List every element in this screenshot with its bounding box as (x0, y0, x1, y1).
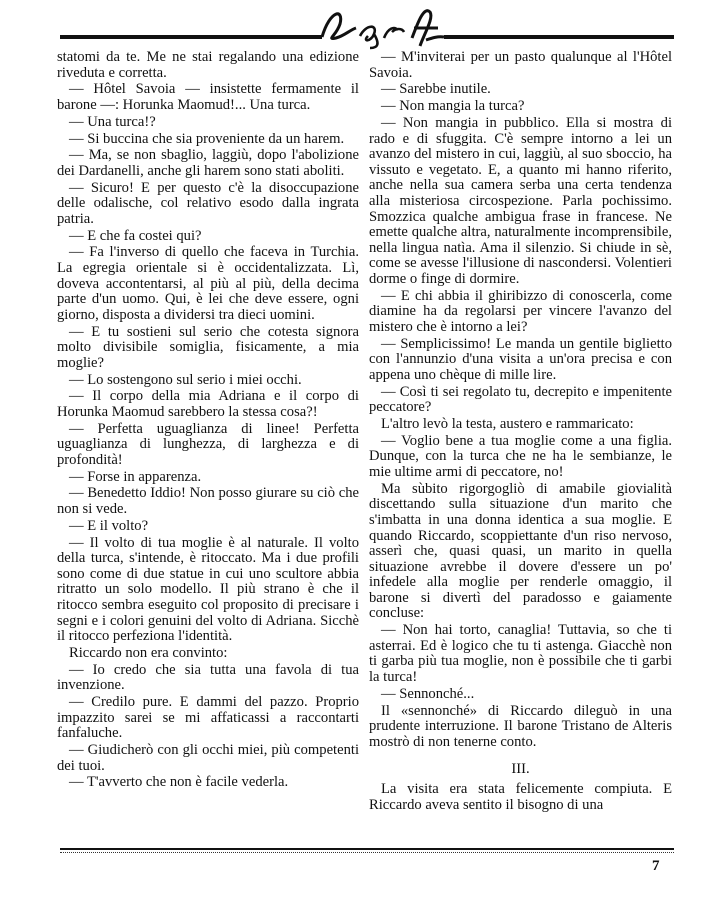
paragraph: — Fa l'inverso di quello che faceva in Turchia. La egregia orientale si è occidentalizzata. Lì, doveva accontentarsi, al più al più, della decima parte d'un uomo. Qui, è lei che deve essere, ogni giorno, disposta a dividersi tra dieci uomini. (57, 244, 359, 323)
paragraph: — Ma, se non sbaglio, laggiù, dopo l'abolizione dei Dardanelli, anche gli harem sono stati aboliti. (57, 147, 359, 179)
page-number: 7 (652, 858, 660, 874)
paragraph: — Non mangia in pubblico. Ella si mostra di rado e di sfuggita. C'è sempre intorno a lei un avanzo del mistero in cui, laggiù, al suo sboccio, ha vissuto e vegetato. E, a quanto mi hanno riferito, anche nella sua camera serba una certa tendenza alla misteriosa circospezione. Parla pochissimo. Smozzica qualche ambigua frase in francese. Ne emette qualche altra, naturalmente incomprensibile, nella lingua natìa. Ama il silenzio. Si chiude in sè, come se avesse l'illusione di nascondersi. Volentieri dorme o finge di dormire. (369, 114, 672, 287)
paragraph: — E il volto? (69, 517, 149, 534)
paragraph: — Così ti sei regolato tu, decrepito e impenitente peccatore? (369, 383, 672, 416)
paragraph: — E chi abbia il ghiribizzo di conoscerla, come diamine ha da regolarsi per vincere l'avanzo del mistero che è intorno a lei? (369, 287, 672, 335)
masthead-logo-icon (0, 0, 704, 50)
paragraph: Ma sùbito rigorgogliò di amabile giovialità discettando sulla situazione d'un marito che s'imbatta in una donna identica a sua moglie. E quando Riccardo, scoppiettante d'un riso nervoso, asserì che, quasi quasi, un marito in quella situazione avrebbe il dovere d'essere un po' infedele alla moglie per renderle omaggio, il barone si divertì del paradosso e gaiamente concluse: (369, 480, 672, 622)
paragraph: — Voglio bene a tua moglie come a una figlia. Dunque, con la turca che ne ha le sembianze, le mie ultime armi di peccatore, no! (369, 432, 672, 480)
left-column (57, 50, 359, 792)
paragraph: — Forse in apparenza. (69, 468, 202, 485)
paragraph: — Non mangia la turca? (381, 98, 525, 115)
right-column (369, 50, 672, 814)
paragraph: — Perfetta uguaglianza di linee! Perfetta uguaglianza di lunghezza, di larghezza e di profondità! (57, 420, 359, 468)
paragraph: — Io credo che sia tutta una favola di tua invenzione. (57, 661, 359, 694)
paragraph: — Giudicherò con gli occhi miei, più competenti dei tuoi. (57, 742, 359, 774)
paragraph: — Una turca!? (69, 113, 156, 130)
paragraph: Riccardo non era convinto: (69, 644, 228, 661)
paragraph: — Credilo pure. E dammi del pazzo. Proprio impazzito sarei se mi affaticassi a raccontarti fanfaluche. (57, 694, 359, 742)
paragraph: statomi da te. Me ne stai regalando una edizione riveduta e corretta. (57, 49, 359, 81)
paragraph: — E che fa costei qui? (69, 227, 202, 244)
paragraph: — Il volto di tua moglie è al naturale. Il volto della turca, s'intende, è ritoccato. Ma i due profili sono come di due statue in cui uno scultore abbia ritratto un solo modello. Il più strano è che il ritocco sembra eseguito col proposito di precisare i segni e i colori genuini del volto di Adriana. Sicchè il ritocco perfeziona l'identità. (57, 534, 359, 645)
paragraph: — Non hai torto, canaglia! Tuttavia, so che ti asterrai. Ed è logico che tu ti astenga. Giacchè non ti garba più tua moglie, non è possibile che ti garbi la turca! (369, 622, 672, 686)
paragraph: — M'inviterai per un pasto qualunque al l'Hôtel Savoia. (369, 49, 672, 81)
bottom-rule (60, 848, 674, 850)
paragraph: — Benedetto Iddio! Non posso giurare su ciò che non si vede. (57, 485, 359, 518)
masthead (0, 0, 704, 50)
paragraph: — E tu sostieni sul serio che cotesta signora molto divisibile somiglia, fisicamente, a mia moglie? (57, 323, 359, 371)
paragraph: L'altro levò la testa, austero e rammaricato: (381, 415, 634, 432)
paragraph: La visita era stata felicemente compiuta. E Riccardo aveva sentito il bisogno di una (369, 780, 672, 813)
paragraph: — Sicuro! E per questo c'è la disoccupazione delle odalische, col relativo esodo dalla ingrata patria. (57, 179, 359, 227)
section-heading: III. (511, 761, 530, 778)
paragraph: — Hôtel Savoia — insistette fermamente il barone —: Horunka Maomud!... Una turca. (57, 81, 359, 113)
paragraph: — Il corpo della mia Adriana e il corpo di Horunka Maomud sarebbero la stessa cosa?! (57, 388, 359, 420)
paragraph: — Sennonché... (381, 685, 475, 702)
paragraph: — Sarebbe inutile. (381, 81, 491, 98)
paragraph: Il «sennonché» di Riccardo dileguò in una prudente interruzione. Il barone Tristano de Alteris mostrò di non tenerne conto. (369, 702, 672, 750)
paragraph: — T'avverto che non è facile vederla. (69, 774, 289, 791)
paragraph: — Lo sostengono sul serio i miei occhi. (69, 371, 302, 388)
paragraph: — Si buccina che sia proveniente da un harem. (69, 130, 345, 147)
paragraph: — Semplicissimo! Le manda un gentile biglietto con l'annunzio d'una visita a un'ora precisa e con appena uno chèque di mille lire. (369, 335, 672, 383)
